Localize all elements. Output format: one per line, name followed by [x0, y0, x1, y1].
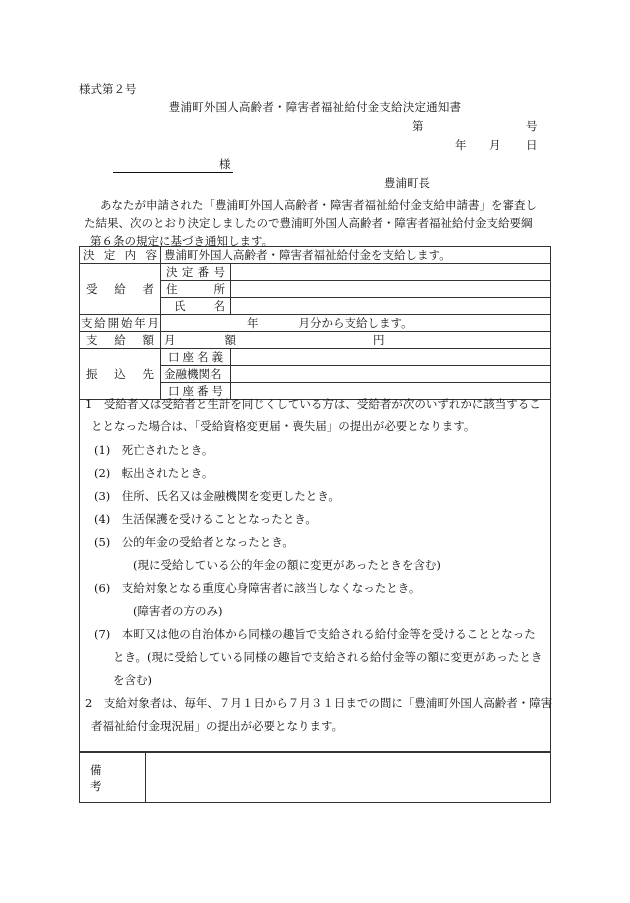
bank-name-field[interactable] — [231, 366, 551, 383]
day-label: 日 — [526, 138, 538, 152]
decision-number-field[interactable] — [231, 264, 551, 281]
name-label: 氏名 — [161, 298, 231, 315]
intro-line: た結果、次のとおり決定しましたので豊浦町外国人高齢者・障害者福祉給付金支給要綱 — [84, 216, 533, 230]
decision-value: 豊浦町外国人高齢者・障害者福祉給付金を支給します。 — [161, 247, 551, 264]
decision-label: 決定内容 — [80, 247, 161, 264]
note-line: 1 受給者又は受給者と生計を同じくしている方は、受給者が次のいずれかに該当するこ — [85, 397, 541, 411]
note-item: (5) 公的年金の受給者となったとき。 — [94, 535, 294, 549]
number-prefix: 第 — [412, 119, 424, 133]
number-suffix: 号 — [526, 119, 538, 133]
account-number-label: 口座番号 — [161, 383, 231, 400]
issuer-mayor: 豊浦町長 — [384, 176, 430, 190]
note-subitem: (現に受給している公的年金の額に変更があったときを含む) — [133, 558, 441, 572]
note-item: (1) 死亡されたとき。 — [94, 443, 214, 457]
account-name-field[interactable] — [231, 349, 551, 366]
remarks-label: 備考 — [80, 753, 146, 802]
remarks-box — [79, 752, 551, 803]
note-item: (6) 支給対象となる重度心身障害者に該当しなくなったとき。 — [94, 581, 421, 595]
address-label: 住所 — [161, 281, 231, 298]
addressee-honorific: 様 — [219, 157, 231, 171]
recipient-label: 受給者 — [80, 264, 161, 315]
intro-line: あなたが申請された「豊浦町外国人高齢者・障害者福祉給付金支給申請書」を審査し — [100, 198, 537, 212]
document-title: 豊浦町外国人高齢者・障害者福祉給付金支給決定通知書 — [168, 100, 462, 114]
intro-paragraph — [84, 196, 554, 250]
amount-label: 支給額 — [80, 332, 161, 349]
amount-value: 月 額 円 — [161, 332, 551, 349]
account-name-label: 口座名義 — [161, 349, 231, 366]
note-item: (2) 転出されたとき。 — [94, 466, 214, 480]
bank-name-label: 金融機関名 — [161, 366, 231, 383]
address-field[interactable] — [231, 281, 551, 298]
decision-number-label: 決定番号 — [161, 264, 231, 281]
note-line: 者福祉給付金現況届」の提出が必要となります。 — [91, 719, 344, 733]
transfer-label: 振込先 — [80, 349, 161, 400]
note-continuation: を含む) — [113, 673, 152, 687]
name-field[interactable] — [231, 298, 551, 315]
start-month-label: 支給開始年月 — [81, 316, 159, 330]
note-continuation: とき。(現に受給している同様の趣旨で支給される給付金等の額に変更があったとき — [113, 650, 543, 664]
note-item: (4) 生活保護を受けることとなったとき。 — [94, 512, 317, 526]
note-item: (7) 本町又は他の自治体から同様の趣旨で支給される給付金等を受けることとなった — [94, 627, 536, 641]
note-item: (3) 住所、氏名又は金融機関を変更したとき。 — [94, 489, 340, 503]
note-line: 2 支給対象者は、毎年、７月１日から７月３１日までの間に「豊浦町外国人高齢者・障害 — [85, 696, 553, 710]
note-subitem: (障害者の方のみ) — [133, 604, 223, 618]
intro-line: 第６条の規定に基づき通知します。 — [90, 234, 274, 248]
start-month-value: 年 月分から支給します。 — [161, 315, 551, 332]
addressee-line — [113, 158, 233, 173]
month-label: 月 — [489, 138, 501, 152]
decision-table — [79, 246, 551, 400]
form-number: 様式第２号 — [79, 82, 137, 96]
note-line: ととなった場合は、「受給資格変更届・喪失届」の提出が必要となります。 — [91, 419, 476, 433]
year-label: 年 — [455, 138, 467, 152]
